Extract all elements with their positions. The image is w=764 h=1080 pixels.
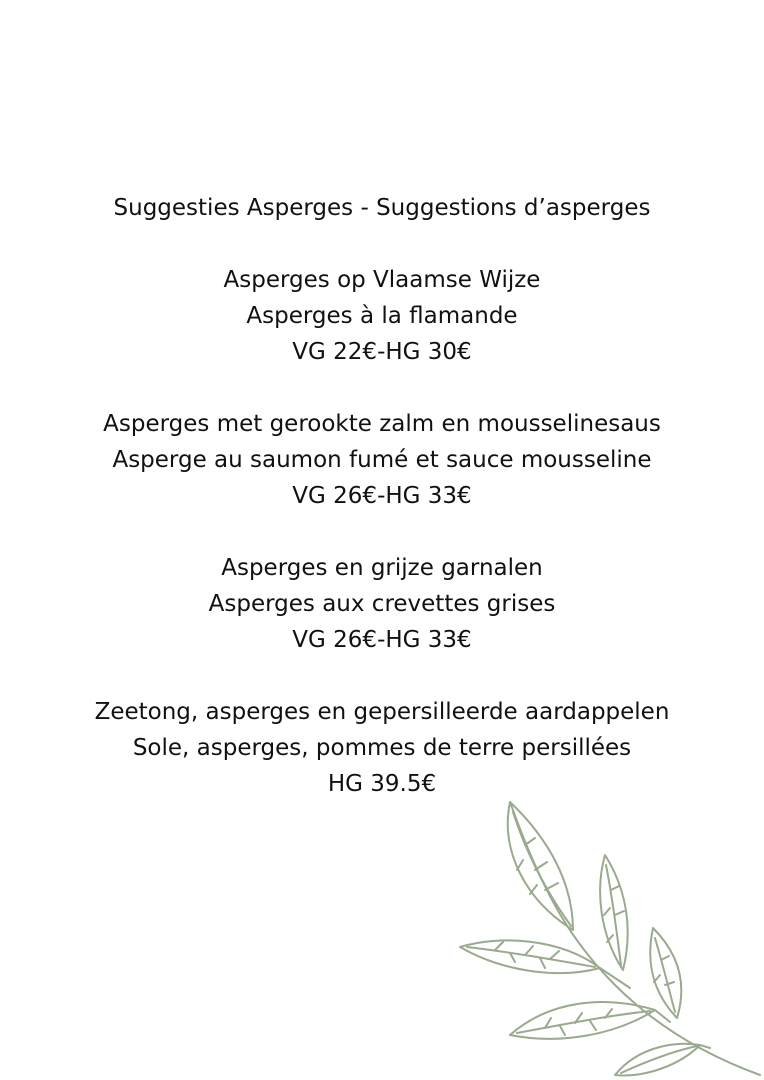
dish-name-fr: Sole, asperges, pommes de terre persillées: [132, 735, 632, 761]
menu-item: [0, 262, 764, 370]
dish-name-nl: Asperges op Vlaamse Wijze: [223, 267, 541, 293]
dish-price: VG 22€-HG 30€: [292, 339, 472, 365]
dish-name-fr: Asperge au saumon fumé et sauce mousseline: [112, 447, 652, 473]
dish-price: VG 26€-HG 33€: [292, 483, 472, 509]
menu-item: [0, 406, 764, 514]
dish-name-nl: Zeetong, asperges en gepersilleerde aardappelen: [94, 699, 670, 725]
menu-item: [0, 694, 764, 802]
dish-name-nl: Asperges met gerookte zalm en mousselinesaus: [103, 411, 661, 437]
dish-name-nl: Asperges en grijze garnalen: [221, 555, 543, 581]
dish-name-fr: Asperges à la flamande: [246, 303, 518, 329]
menu: [0, 190, 764, 802]
menu-title: Suggesties Asperges - Suggestions d’asperges: [113, 195, 651, 221]
menu-item: [0, 550, 764, 658]
dish-price: VG 26€-HG 33€: [292, 627, 472, 653]
dish-name-fr: Asperges aux crevettes grises: [208, 591, 556, 617]
leaf-branch-icon: [455, 790, 764, 1080]
dish-price: HG 39.5€: [327, 771, 437, 797]
